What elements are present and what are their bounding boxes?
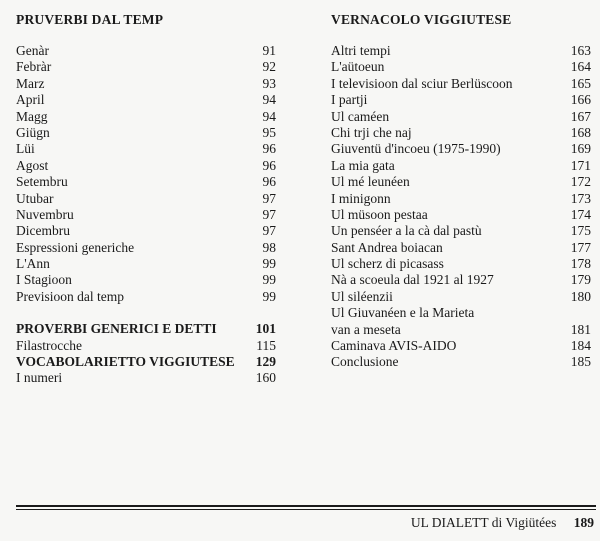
toc-entry <box>331 76 591 92</box>
toc-entry <box>16 59 276 75</box>
left-column <box>16 12 276 387</box>
entry-page-number: 99 <box>262 256 276 272</box>
entry-page-number: 165 <box>570 75 591 91</box>
toc-entry <box>331 272 591 288</box>
toc-entry <box>16 272 276 288</box>
entry-page-number: 96 <box>262 174 276 190</box>
entry-page-number: 97 <box>262 206 276 222</box>
entry-page-number: 163 <box>570 43 591 58</box>
entry-page-number: 174 <box>570 206 591 222</box>
toc-entry <box>331 207 591 223</box>
right-column <box>331 12 591 371</box>
toc-entry <box>331 174 591 190</box>
entry-title: Magg <box>16 108 48 124</box>
toc-entry <box>331 92 591 108</box>
entry-page-number: 91 <box>262 43 276 58</box>
entry-page-number: 96 <box>262 141 276 157</box>
toc-entry <box>16 223 276 239</box>
toc-list <box>16 43 276 305</box>
entry-title: Filastrocche <box>16 337 82 353</box>
entry-page-number: 178 <box>570 256 591 272</box>
toc-entry <box>331 289 591 305</box>
entry-title: PROVERBI GENERICI E DETTI <box>16 321 217 337</box>
entry-title: Agost <box>16 157 49 173</box>
toc-entry <box>331 240 591 256</box>
entry-title: I televisioon dal sciur Berlüscoon <box>331 75 513 91</box>
toc-entry <box>16 191 276 207</box>
entry-title: Giügn <box>16 124 50 140</box>
entry-page-number: 171 <box>570 157 591 173</box>
section-heading: PRUVERBI DAL TEMP <box>16 12 164 27</box>
section-heading: VERNACOLO VIGGIUTESE <box>331 12 512 27</box>
toc-entry <box>16 125 276 141</box>
toc-list <box>331 43 591 371</box>
entry-title: Febràr <box>16 59 52 75</box>
entry-page-number: 101 <box>255 321 276 337</box>
toc-entry <box>16 141 276 157</box>
footer-rule-thin <box>16 509 596 510</box>
entry-title: Espressioni generiche <box>16 239 135 255</box>
entry-title: Previsioon dal temp <box>16 288 124 304</box>
spacer <box>16 305 276 321</box>
toc-entry <box>331 158 591 174</box>
entry-page-number: 115 <box>256 337 276 353</box>
toc-entry <box>16 92 276 108</box>
entry-title: April <box>16 92 45 108</box>
toc-entry <box>16 338 276 354</box>
entry-page-number: 94 <box>262 92 276 108</box>
toc-entry <box>331 223 591 239</box>
entry-title: Ul caméen <box>331 108 390 124</box>
entry-title: Nà a scoeula dal 1921 al 1927 <box>331 272 494 288</box>
toc-entry <box>331 354 591 370</box>
entry-title: I numeri <box>16 370 63 386</box>
entry-title: Setembru <box>16 174 68 190</box>
entry-title: Ul siléenzii <box>331 288 393 304</box>
toc-entry <box>331 191 591 207</box>
entry-page-number: 129 <box>255 354 276 370</box>
toc-entry <box>16 240 276 256</box>
entry-title: I minigonn <box>331 190 391 206</box>
toc-entry <box>331 59 591 75</box>
entry-page-number: 172 <box>570 174 591 190</box>
entry-title: Nuvembru <box>16 206 74 222</box>
entry-page-number: 175 <box>570 223 591 239</box>
entry-page-number: 99 <box>262 288 276 304</box>
entry-title: Giuventü d'incoeu (1975-1990) <box>331 141 501 157</box>
toc-entry <box>16 354 276 370</box>
page-number: 189 <box>573 515 594 530</box>
entry-title: Genàr <box>16 43 49 58</box>
entry-page-number: 173 <box>570 190 591 206</box>
entry-page-number: 169 <box>570 141 591 157</box>
entry-title: van a meseta <box>331 321 401 337</box>
entry-title: Caminava AVIS-AIDO <box>331 338 457 354</box>
entry-page-number: 94 <box>262 108 276 124</box>
toc-entry <box>16 109 276 125</box>
toc-entry <box>16 256 276 272</box>
entry-title: I partji <box>331 92 368 108</box>
entry-page-number: 99 <box>262 272 276 288</box>
toc-entry <box>331 322 591 338</box>
toc-entry <box>331 125 591 141</box>
entry-title: Dicembru <box>16 223 70 239</box>
entry-title: I Stagioon <box>16 272 72 288</box>
entry-title: Un penséer a la cà dal pastù <box>331 223 482 239</box>
toc-entry <box>331 305 591 321</box>
entry-page-number: 185 <box>570 354 591 370</box>
entry-title: Altri tempi <box>331 43 391 58</box>
toc-entry <box>16 370 276 386</box>
entry-page-number: 98 <box>262 239 276 255</box>
entry-page-number: 168 <box>570 124 591 140</box>
toc-entry <box>331 256 591 272</box>
entry-page-number: 166 <box>570 92 591 108</box>
entry-page-number: 167 <box>570 108 591 124</box>
toc-entry <box>16 289 276 305</box>
entry-page-number: 97 <box>262 223 276 239</box>
toc-entry <box>16 158 276 174</box>
toc-sections <box>16 321 276 387</box>
entry-page-number: 95 <box>262 124 276 140</box>
entry-title: Marz <box>16 75 45 91</box>
running-title: UL DIALETT di Vigiütées <box>410 515 557 530</box>
toc-entry <box>16 207 276 223</box>
entry-title: Conclusione <box>331 354 399 370</box>
entry-page-number: 181 <box>570 321 591 337</box>
entry-title: VOCABOLARIETTO VIGGIUTESE <box>16 354 235 370</box>
entry-title: Chi trji che naj <box>331 124 412 140</box>
entry-title: L'Ann <box>16 256 50 272</box>
toc-entry <box>16 76 276 92</box>
entry-page-number: 180 <box>570 288 591 304</box>
entry-title: Ul scherz di picasass <box>331 256 444 272</box>
entry-title: La mia gata <box>331 157 395 173</box>
entry-title: Utubar <box>16 190 54 206</box>
entry-page-number: 184 <box>570 338 591 354</box>
footer-rule <box>16 505 596 507</box>
toc-entry <box>331 141 591 157</box>
toc-entry <box>331 43 591 59</box>
entry-page-number: 164 <box>570 59 591 75</box>
toc-entry <box>331 109 591 125</box>
page-footer <box>411 515 594 531</box>
entry-title: L'aütoeun <box>331 59 385 75</box>
entry-page-number: 179 <box>570 272 591 288</box>
entry-title: Ul mé leunéen <box>331 174 410 190</box>
entry-title: Ul müsoon pestaa <box>331 206 428 222</box>
toc-entry <box>16 43 276 59</box>
entry-page-number: 97 <box>262 190 276 206</box>
entry-title: Ul Giuvanéen e la Marieta <box>331 305 475 321</box>
entry-page-number: 92 <box>262 59 276 75</box>
toc-entry <box>331 338 591 354</box>
entry-title: Sant Andrea boiacan <box>331 239 443 255</box>
toc-entry <box>16 321 276 337</box>
entry-page-number: 96 <box>262 157 276 173</box>
entry-page-number: 93 <box>262 75 276 91</box>
entry-page-number: 177 <box>570 239 591 255</box>
entry-page-number: 160 <box>255 370 276 386</box>
toc-entry <box>16 174 276 190</box>
entry-title: Lüi <box>16 141 35 157</box>
